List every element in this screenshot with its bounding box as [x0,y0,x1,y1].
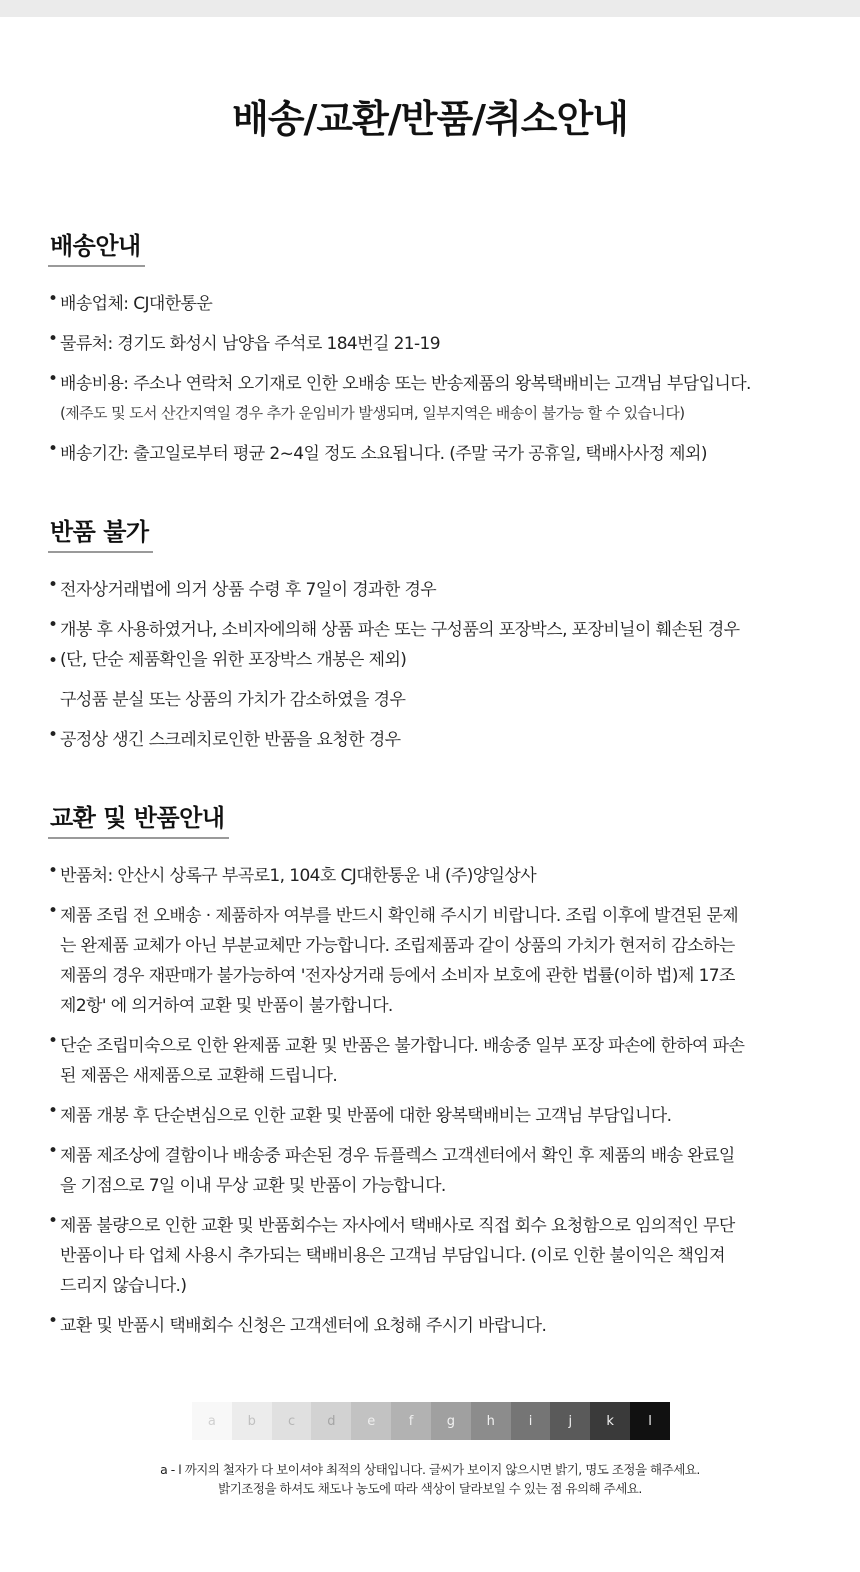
list-item [48,861,828,901]
brightness-cell: l [630,1402,670,1440]
list-item-line: 단순 조립미숙으로 인한 완제품 교환 및 반품은 불가합니다. 배송중 일부 포장 파손에 한하여 파손 [60,1036,745,1056]
bullet-icon: • [48,651,58,671]
list-item: • 배송업체: CJ대한통운 [48,289,213,314]
brightness-cell: a [192,1402,232,1440]
brightness-note-line1: a - l 까지의 철자가 다 보이셔야 최적의 상태입니다. 글씨가 보이지 않으시면 밝기, 명도 조정을 해주세요. [160,1462,700,1477]
list-item: • 개봉 후 사용하였거나, 소비자에의해 상품 파손 또는 구성품의 포장박스, 포장비닐이 훼손된 경우 [48,615,740,640]
page-title: 배송/교환/반품/취소안내 [232,97,628,141]
list-item-line: 반품처: 안산시 상록구 부곡로1, 104호 CJ대한통운 내 (주)양일상사 [60,866,537,886]
list-item: • 공정상 생긴 스크레치로인한 반품을 요청한 경우 [48,725,401,750]
section-heading-exchange: 교환 및 반품안내 [48,798,229,839]
list-item-line: 된 제품은 새제품으로 교환해 드립니다. [60,1066,338,1086]
brightness-cell: e [351,1402,391,1440]
brightness-cell: d [311,1402,351,1440]
list-item-line: 제품 조립 전 오배송 · 제품하자 여부를 반드시 확인해 주시기 비랍니다. 조립 이후에 발견된 문제 [60,906,739,926]
brightness-cell: f [391,1402,431,1440]
brightness-cell: k [590,1402,630,1440]
exchange-list [48,861,828,1351]
bullet-icon: • [48,369,58,389]
list-item-line: 제2항' 에 의거하여 교환 및 반품이 불가합니다. [60,996,393,1016]
section-heading-no-return: 반품 불가 [48,512,153,553]
bullet-icon: • [48,725,58,745]
bullet-icon: • [48,861,58,881]
bullet-icon: • [48,1141,58,1161]
list-item [48,1031,828,1101]
list-item-line: 는 완제품 교체가 아닌 부분교체만 가능합니다. 조립제품과 같이 상품의 가치가 현저히 감소하는 [60,936,735,956]
brightness-cell: j [550,1402,590,1440]
bullet-icon: • [48,289,58,309]
list-item [48,1101,828,1141]
list-item-line: 제품 제조상에 결함이나 배송중 파손된 경우 듀플렉스 고객센터에서 확인 후 제품의 배송 완료일 [60,1146,735,1166]
section-exchange [48,798,828,1351]
list-item-line: 제품 개봉 후 단순변심으로 인한 교환 및 반품에 대한 왕복택배비는 고객님 부담입니다. [60,1106,672,1126]
bullet-icon: • [48,575,58,595]
list-item-line: 드리지 않습니다.) [60,1276,187,1296]
list-item: • 전자상거래법에 의거 상품 수령 후 7일이 경과한 경우 [48,575,437,600]
brightness-cell: b [232,1402,272,1440]
top-bar [0,0,860,17]
section-shipping [48,226,828,479]
list-item-line: 반품이나 타 업체 사용시 추가되는 택배비용은 고객님 부담입니다. (이로 인한 불이익은 책임져 [60,1246,725,1266]
shipping-note: (제주도 및 도서 산간지역일 경우 추가 운임비가 발생되며, 일부지역은 배송이 불가능 할 수 있습니다) [60,404,685,422]
bullet-icon: • [48,1031,58,1051]
bullet-icon: • [48,439,58,459]
list-item [48,901,828,1031]
shipping-list [48,289,828,479]
list-item: • 배송비용: 주소나 연락처 오기재로 인한 오배송 또는 반송제품의 왕복택배비는 고객님 부담입니다. (제주도 및 도서 산간지역일 경우 추가 운임비가 발생되며, 일부지역은 배송이 불가능 할 수 있습니다) [48,369,828,439]
brightness-cell: i [511,1402,551,1440]
list-item: • 배송기간: 출고일로부터 평균 2~4일 정도 소요됩니다. (주말 국가 공휴일, 택배사사정 제외) [48,439,707,464]
brightness-cell: c [272,1402,312,1440]
list-item-line: 을 기점으로 7일 이내 무상 교환 및 반품이 가능합니다. [60,1176,446,1196]
brightness-cell: h [471,1402,511,1440]
bullet-icon: • [48,1211,58,1231]
bullet-icon: • [48,1311,58,1331]
list-item: • (단, 단순 제품확인을 위한 포장박스 개봉은 제외) [48,650,407,671]
list-item-line: 제품 불량으로 인한 교환 및 반품회수는 자사에서 택배사로 직접 회수 요청함으로 임의적인 무단 [60,1216,735,1236]
bullet-icon: • [48,329,58,349]
list-item: • 물류처: 경기도 화성시 남양읍 주석로 184번길 21-19 [48,329,440,354]
bullet-icon: • [48,615,58,635]
no-return-list [48,575,828,765]
list-item-line: 교환 및 반품시 택배회수 신청은 고객센터에 요청해 주시기 바랍니다. [60,1316,547,1336]
list-item: 구성품 분실 또는 상품의 가치가 감소하였을 경우 [60,690,406,710]
brightness-note-line2: 밝기조정을 하셔도 채도나 농도에 따라 색상이 달라보일 수 있는 점 유의해 주세요. [218,1481,642,1496]
section-no-return [48,512,828,765]
section-heading-shipping: 배송안내 [48,226,145,267]
bullet-icon: • [48,1101,58,1121]
brightness-scale [192,1402,670,1440]
list-item [48,1311,828,1351]
brightness-cell: g [431,1402,471,1440]
bullet-icon: • [48,901,58,921]
list-item [48,1211,828,1311]
list-item [48,1141,828,1211]
list-item-line: 제품의 경우 재판매가 불가능하여 '전자상거래 등에서 소비자 보호에 관한 법률(이하 법)제 17조 [60,966,735,986]
